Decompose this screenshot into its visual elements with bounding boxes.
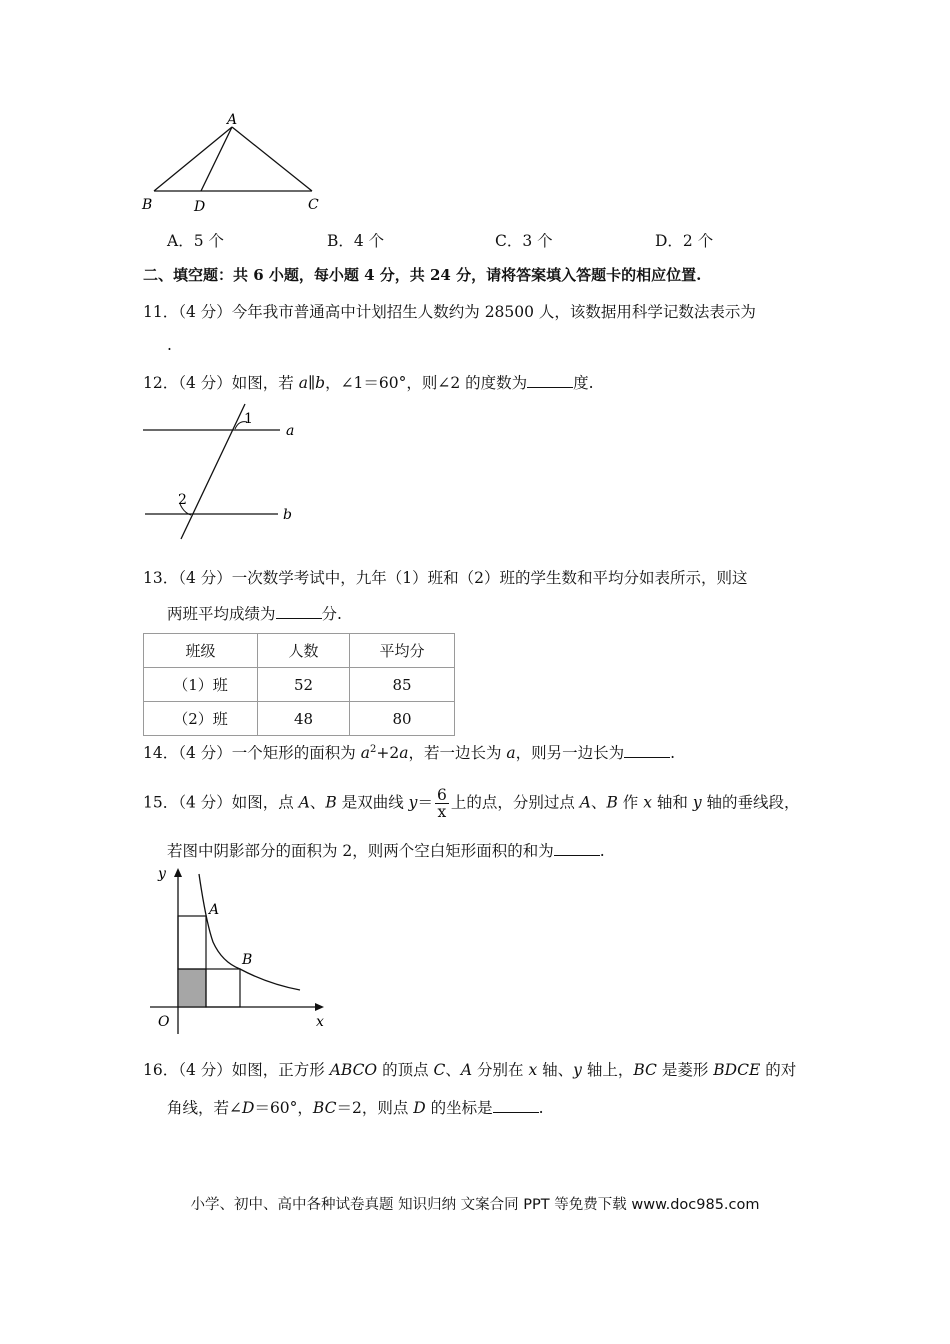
page-footer: 小学、初中、高中各种试卷真题 知识归纳 文案合同 PPT 等免费下载 www.doc985.com xyxy=(190,1197,760,1213)
question-13-line2 xyxy=(167,602,342,624)
section-heading: 二、填空题：共 6 小题，每小题 4 分，共 24 分，请将答案填入答题卡的相应位置. xyxy=(143,266,702,284)
score-table xyxy=(143,633,455,736)
q16-D2: D xyxy=(413,1099,426,1117)
q15-line2-prefix: 若图中阴影部分的面积为 2，则两个空白矩形面积的和为 xyxy=(167,842,554,860)
question-14 xyxy=(143,741,675,763)
q15-line2-suffix: . xyxy=(599,842,605,860)
q15-mid3: 作 xyxy=(617,793,644,812)
question-15-line1 xyxy=(143,787,800,820)
q16-x: x xyxy=(528,1061,538,1079)
q16-line2-c: ＝2，则点 xyxy=(336,1099,414,1117)
table-cell: 85 xyxy=(350,668,455,702)
q13-line2-prefix: 两班平均成绩为 xyxy=(167,605,276,623)
table-cell: 80 xyxy=(350,702,455,736)
q16-bdce: BDCE xyxy=(713,1061,761,1079)
question-12 xyxy=(143,371,594,393)
table-cell: （1）班 xyxy=(144,668,258,702)
q14-mid1: +2 xyxy=(376,744,400,762)
q16-abco: ABCO xyxy=(329,1061,378,1079)
q14-mid2: ，若一边长为 xyxy=(408,744,507,762)
option-a: A．5 个 xyxy=(167,232,224,250)
table-header: 平均分 xyxy=(350,634,455,668)
q15-B2: B xyxy=(606,793,618,812)
q16-end1: 的对 xyxy=(760,1061,797,1079)
answer-blank xyxy=(554,841,600,856)
table-cell: （2）班 xyxy=(144,702,258,736)
question-16-line2 xyxy=(167,1096,544,1118)
question-16-line1 xyxy=(143,1058,796,1080)
option-b: B．4 个 xyxy=(327,232,385,250)
q16-C: C xyxy=(433,1061,446,1079)
triangle-figure xyxy=(138,110,338,215)
label-D: D xyxy=(194,199,206,215)
q14-end: . xyxy=(670,744,676,762)
q14-var-a3: a xyxy=(506,744,516,762)
q15-mid4: 轴和 xyxy=(651,793,693,812)
q12-var-b: b xyxy=(315,374,326,392)
q16-A: A xyxy=(460,1061,473,1079)
fraction-denominator: x xyxy=(437,803,447,821)
table-cell: 52 xyxy=(258,668,350,702)
q14-var-a2: a xyxy=(399,744,409,762)
table-header: 人数 xyxy=(258,634,350,668)
q12-var-a: a xyxy=(298,374,308,392)
q15-end1: 轴的垂线段， xyxy=(701,793,800,812)
q15-B: B xyxy=(325,793,337,812)
hyperbola-figure xyxy=(150,862,340,1042)
label-B: B xyxy=(142,197,153,213)
q16-line2-d: 的坐标是 xyxy=(425,1099,493,1117)
q14-prefix: 14．（4 分）一个矩形的面积为 xyxy=(143,744,361,762)
question-15-line2 xyxy=(167,839,605,861)
table-header-row xyxy=(144,634,455,668)
q15-mid2: 上的点，分别过点 xyxy=(450,793,580,812)
label-C: C xyxy=(308,197,319,213)
q12-mid: ，∠1＝60°，则∠2 的度数为 xyxy=(325,374,528,392)
parallel-lines-figure xyxy=(138,398,308,546)
q16-mid1: 的顶点 xyxy=(377,1061,434,1079)
label-O: O xyxy=(158,1014,170,1030)
q12-prefix: 12．（4 分）如图，若 xyxy=(143,374,299,392)
q16-sep: 、 xyxy=(445,1061,461,1079)
q15-eq: ＝ xyxy=(417,793,433,812)
q15-mid: 是双曲线 xyxy=(336,793,409,812)
q16-line2-a: 角线，若∠ xyxy=(167,1099,242,1117)
answer-blank xyxy=(624,743,670,758)
q16-D: D xyxy=(242,1099,255,1117)
q16-mid2: 分别在 xyxy=(472,1061,529,1079)
q12-parallel: ∥ xyxy=(307,374,316,392)
q15-y: y xyxy=(408,793,418,812)
label-B: B xyxy=(242,952,253,968)
q16-prefix: 16．（4 分）如图，正方形 xyxy=(143,1061,330,1079)
q16-mid5: 是菱形 xyxy=(656,1061,714,1079)
q13-line2-suffix: 分. xyxy=(321,605,342,623)
table-row xyxy=(144,668,455,702)
label-2: 2 xyxy=(178,492,187,508)
label-A: A xyxy=(209,902,220,918)
q15-sep2: 、 xyxy=(590,793,607,812)
table-cell: 48 xyxy=(258,702,350,736)
option-c: C．3 个 xyxy=(495,232,553,250)
q16-bc2: BC xyxy=(312,1099,337,1117)
q14-suffix: ，则另一边长为 xyxy=(515,744,625,762)
label-x: x xyxy=(316,1014,324,1030)
fraction xyxy=(435,787,449,820)
fraction-numerator: 6 xyxy=(436,786,447,804)
question-11-line1: 11．（4 分）今年我市普通高中计划招生人数约为 28500 人，该数据用科学记数法表示为 xyxy=(143,303,756,321)
q14-sup: 2 xyxy=(369,743,377,755)
q15-x: x xyxy=(643,793,652,812)
q16-bc: BC xyxy=(633,1061,657,1079)
q16-mid4: 轴上， xyxy=(581,1061,634,1079)
q15-A: A xyxy=(298,793,310,812)
q15-sep: 、 xyxy=(309,793,326,812)
table-header: 班级 xyxy=(144,634,258,668)
q12-suffix: 度. xyxy=(573,374,594,392)
q16-line2-end: . xyxy=(538,1099,544,1117)
q16-line2-b: ＝60°， xyxy=(254,1099,313,1117)
label-y: y xyxy=(158,866,166,882)
answer-blank xyxy=(276,604,322,619)
question-11-line2: . xyxy=(167,336,172,354)
label-A: A xyxy=(227,112,238,128)
q15-A2: A xyxy=(579,793,591,812)
answer-blank xyxy=(493,1098,539,1113)
q15-prefix: 15．（4 分）如图，点 xyxy=(143,793,299,812)
q16-mid3: 轴、 xyxy=(537,1061,574,1079)
q14-var-a: a xyxy=(360,744,370,762)
table-row xyxy=(144,702,455,736)
answer-blank xyxy=(527,373,573,388)
q16-y: y xyxy=(573,1061,582,1079)
question-13-line1: 13．（4 分）一次数学考试中，九年（1）班和（2）班的学生数和平均分如表所示，则这 xyxy=(143,569,748,587)
label-1: 1 xyxy=(244,411,253,427)
label-a: a xyxy=(286,423,295,439)
option-d: D．2 个 xyxy=(655,232,714,250)
q15-y2: y xyxy=(692,793,702,812)
label-b: b xyxy=(283,507,292,523)
